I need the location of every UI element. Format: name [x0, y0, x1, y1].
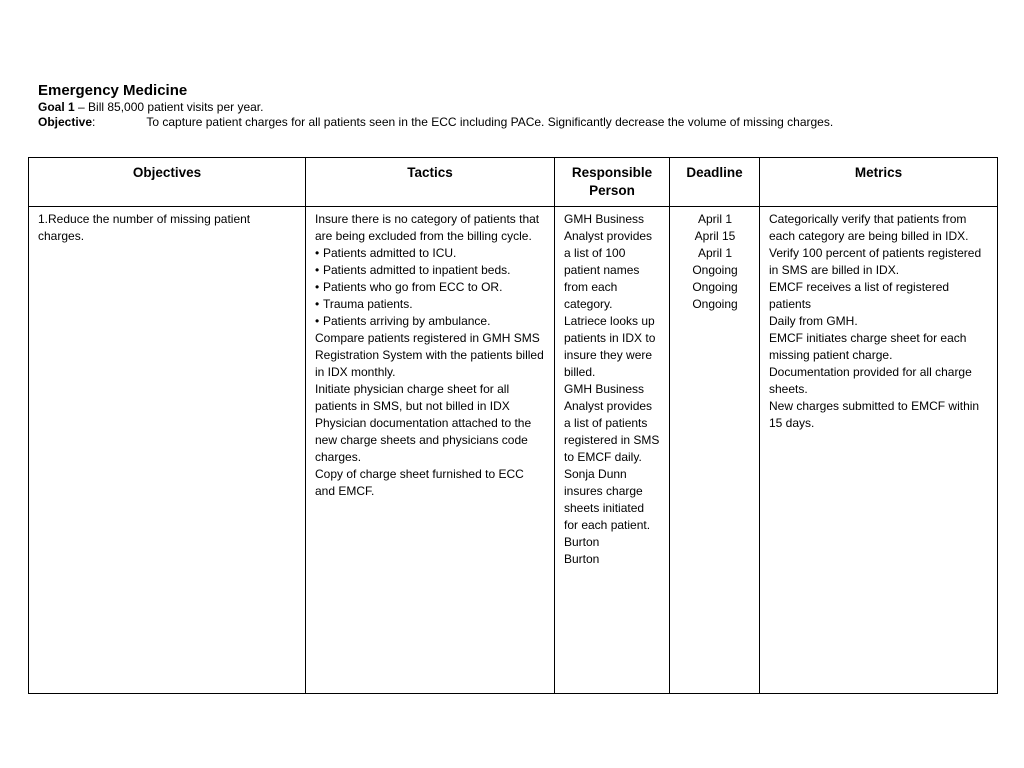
objective-line: [38, 115, 998, 130]
responsible-item: Latriece looks up patients in IDX to insure they were billed.: [564, 314, 656, 379]
tactic-bullet-item: [315, 296, 546, 313]
tactic-bullet-item: [315, 313, 546, 330]
tactic-item: Compare patients registered in GMH SMS Registration System with the patients billed in IDX monthly.: [315, 331, 544, 379]
metric-item: Documentation provided for all charge sheets.: [769, 365, 972, 396]
deadline-item: Ongoing: [692, 297, 738, 311]
objective-label: Objective: [38, 115, 93, 129]
tactic-bullet-item: [315, 279, 546, 296]
metric-item: Verify 100 percent of patients registered in SMS are billed in IDX.: [769, 246, 982, 277]
table-header-row: [29, 158, 998, 207]
tactic-item: Copy of charge sheet furnished to ECC and EMCF.: [315, 467, 524, 498]
objective-colon: :: [92, 115, 96, 129]
metric-item: Categorically verify that patients from each category are being billed in IDX.: [769, 212, 969, 243]
header-responsible-line2: Person: [589, 183, 635, 198]
bullet-icon: •: [315, 314, 320, 328]
header-responsible-person: [555, 158, 670, 207]
metrics-cell: [760, 207, 998, 694]
table-row: [29, 207, 998, 694]
tactic-item: Initiate physician charge sheet for all patients in SMS, but not billed in IDX Physician documentation attached to the new charge sheets and physicians code charges.: [315, 382, 532, 464]
tactic-bullet-text: Patients who go from ECC to OR.: [323, 280, 503, 294]
tactics-cell: [306, 207, 555, 694]
tactic-bullet-text: Patients admitted to ICU.: [323, 246, 457, 260]
goal-text: – Bill 85,000 patient visits per year.: [74, 100, 264, 114]
metric-item: Daily from GMH.: [769, 314, 858, 328]
responsible-item: GMH Business Analyst provides a list of patients registered in SMS to EMCF daily.: [564, 382, 660, 464]
deadline-item: Ongoing: [692, 280, 738, 294]
page-title: Emergency Medicine: [38, 82, 188, 99]
document-header: [38, 82, 998, 130]
objective-item: 1.Reduce the number of missing patient charges.: [38, 212, 251, 243]
tactic-bullet-item: [315, 262, 546, 279]
bullet-icon: •: [315, 297, 320, 311]
deadline-item: April 15: [694, 229, 736, 243]
objective-text: To capture patient charges for all patients seen in the ECC including PACe. Significantly decrease the volume of missing charges.: [146, 115, 834, 129]
header-objectives: Objectives: [29, 158, 306, 207]
metric-item: EMCF initiates charge sheet for each missing patient charge.: [769, 331, 967, 362]
responsible-item: Burton: [564, 535, 600, 549]
responsible-item: Burton: [564, 552, 600, 566]
deadline-item: April 1: [697, 212, 732, 226]
tactic-bullet-text: Patients admitted to inpatient beds.: [323, 263, 511, 277]
deadline-item: Ongoing: [692, 263, 738, 277]
tactic-bullet-item: [315, 245, 546, 262]
goal-label: Goal 1: [38, 100, 75, 114]
tactic-item: Insure there is no category of patients that are being excluded from the billing cycle.: [315, 212, 540, 243]
header-responsible-line1: Responsible: [571, 165, 653, 180]
responsible-item: Sonja Dunn insures charge sheets initiated for each patient.: [564, 467, 651, 532]
goal-line: [38, 100, 998, 115]
deadline-cell: [670, 207, 760, 694]
bullet-icon: •: [315, 263, 320, 277]
metric-item: New charges submitted to EMCF within 15 days.: [769, 399, 980, 430]
responsible-item: GMH Business Analyst provides a list of 100 patient names from each category.: [564, 212, 653, 311]
metric-item: EMCF receives a list of registered patients: [769, 280, 950, 311]
header-metrics: Metrics: [760, 158, 998, 207]
tactic-bullet-text: Trauma patients.: [323, 297, 413, 311]
bullet-icon: •: [315, 246, 320, 260]
header-tactics: Tactics: [306, 158, 555, 207]
header-deadline: Deadline: [670, 158, 760, 207]
tactic-bullet-text: Patients arriving by ambulance.: [323, 314, 491, 328]
bullet-icon: •: [315, 280, 320, 294]
plan-table: [28, 157, 998, 694]
objective-cell: [29, 207, 306, 694]
responsible-cell: [555, 207, 670, 694]
deadline-item: April 1: [697, 246, 732, 260]
